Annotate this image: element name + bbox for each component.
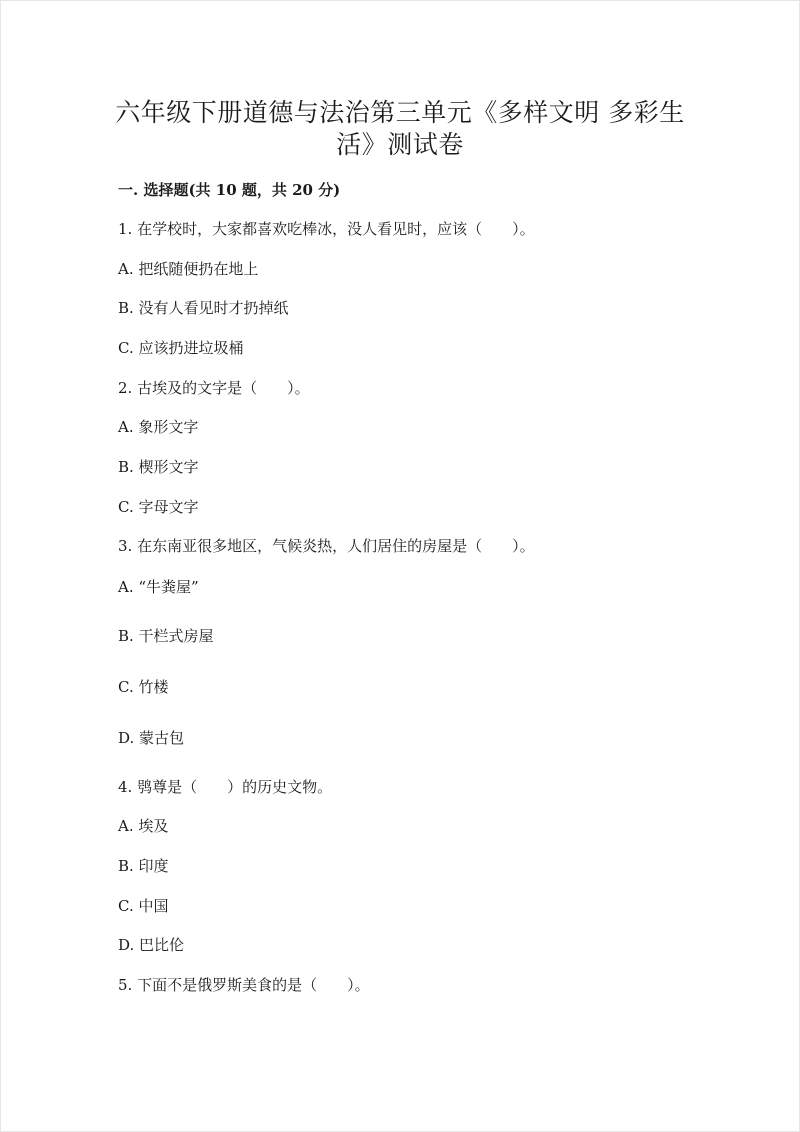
document-title-line-2: 活》测试卷 bbox=[336, 130, 464, 159]
question-4-option-b: B. 印度 bbox=[118, 857, 169, 875]
question-2: 2. 古埃及的文字是（ ）。 bbox=[118, 379, 310, 397]
document-title-line-1: 六年级下册道德与法治第三单元《多样文明 多彩生 bbox=[115, 98, 685, 127]
question-1-option-c: C. 应该扔进垃圾桶 bbox=[118, 339, 244, 357]
question-4-option-a: A. 埃及 bbox=[118, 817, 169, 835]
question-3-option-b: B. 干栏式房屋 bbox=[118, 627, 214, 645]
question-1: 1. 在学校时，大家都喜欢吃棒冰，没人看见时，应该（ ）。 bbox=[118, 220, 535, 238]
question-4: 4. 鸮尊是（ ）的历史文物。 bbox=[118, 778, 333, 796]
question-2-option-a: A. 象形文字 bbox=[118, 418, 199, 436]
section-heading: 一. 选择题(共 10 题，共 20 分) bbox=[118, 181, 341, 199]
question-3-option-a: A. “牛粪屋” bbox=[118, 578, 199, 596]
question-1-option-a: A. 把纸随便扔在地上 bbox=[118, 260, 259, 278]
question-5: 5. 下面不是俄罗斯美食的是（ ）。 bbox=[118, 976, 370, 994]
question-2-option-b: B. 楔形文字 bbox=[118, 458, 199, 476]
question-3: 3. 在东南亚很多地区，气候炎热，人们居住的房屋是（ ）。 bbox=[118, 537, 535, 555]
question-4-option-d: D. 巴比伦 bbox=[118, 936, 185, 954]
question-4-option-c: C. 中国 bbox=[118, 897, 169, 915]
question-1-option-b: B. 没有人看见时才扔掉纸 bbox=[118, 299, 289, 317]
question-3-option-c: C. 竹楼 bbox=[118, 678, 169, 696]
question-3-option-d: D. 蒙古包 bbox=[118, 729, 185, 747]
question-2-option-c: C. 字母文字 bbox=[118, 498, 199, 516]
